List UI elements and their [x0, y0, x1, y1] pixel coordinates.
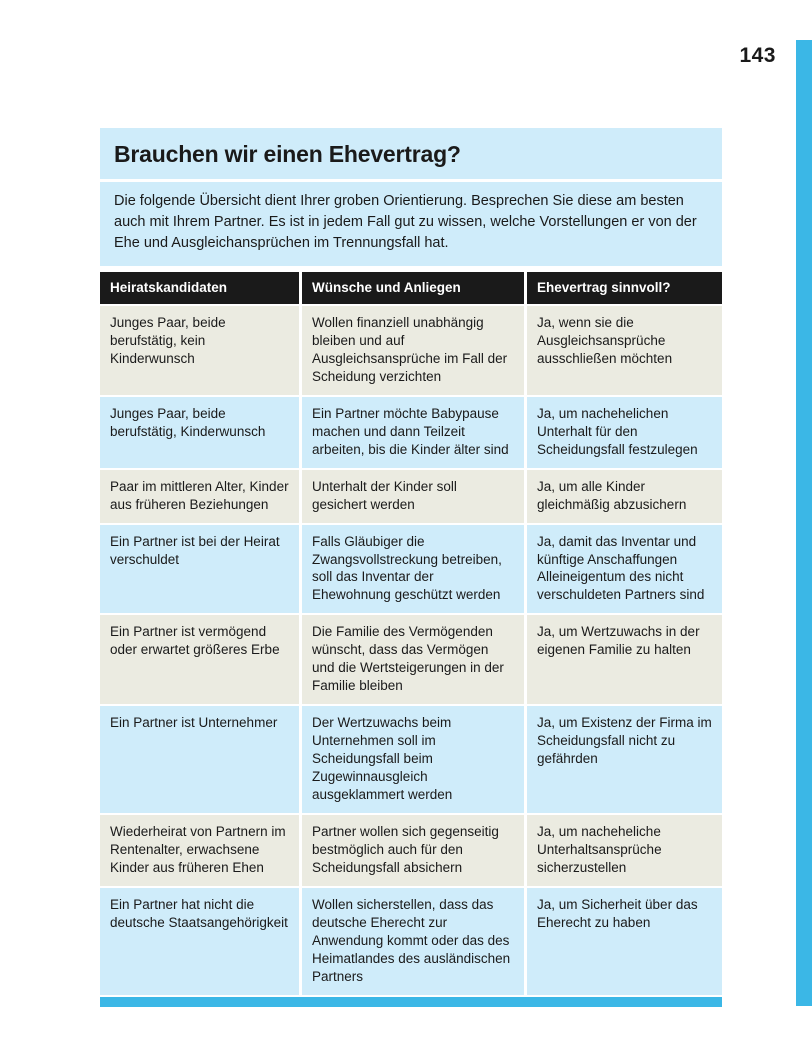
cell-kandidat: Ein Partner hat nicht die deutsche Staatsangehörigkeit	[100, 888, 299, 995]
column-header-heiratskandidaten: Heiratskandidaten	[100, 272, 299, 304]
bottom-accent-bar	[100, 997, 722, 1007]
cell-wunsch: Die Familie des Vermögenden wünscht, dass das Vermögen und die Wertsteigerungen in der Familie bleiben	[302, 615, 524, 704]
cell-kandidat: Junges Paar, beide berufstätig, kein Kinderwunsch	[100, 306, 299, 395]
cell-kandidat: Ein Partner ist Unternehmer	[100, 706, 299, 813]
cell-wunsch: Wollen sicherstellen, dass das deutsche Eherecht zur Anwendung kommt oder das des Heimatlandes des ausländischen Partners	[302, 888, 524, 995]
cell-sinnvoll: Ja, um Sicherheit über das Eherecht zu haben	[527, 888, 722, 995]
intro-paragraph: Die folgende Übersicht dient Ihrer groben Orientierung. Besprechen Sie diese am besten auch mit Ihrem Partner. Es ist in jedem Fall gut zu wissen, welche Vorstellungen er von der Ehe und Ausgleichansprüchen im Trennungsfall hat.	[114, 193, 697, 252]
intro-title-box	[100, 128, 722, 179]
page-title: Brauchen wir einen Ehevertrag?	[114, 141, 461, 167]
page-number: 143	[739, 44, 776, 67]
cell-wunsch: Partner wollen sich gegenseitig bestmöglich auch für den Scheidungsfall absichern	[302, 815, 524, 886]
cell-sinnvoll: Ja, damit das Inventar und künftige Anschaffungen Alleineigentum des nicht verschuldeten Partners sind	[527, 525, 722, 614]
cell-sinnvoll: Ja, um nacheheliche Unterhaltsansprüche sicherzustellen	[527, 815, 722, 886]
cell-wunsch: Wollen finanziell unabhängig bleiben und auf Ausgleichsansprüche im Fall der Scheidung verzichten	[302, 306, 524, 395]
cell-kandidat: Wiederheirat von Partnern im Rentenalter, erwachsene Kinder aus früheren Ehen	[100, 815, 299, 886]
right-edge-accent-bar	[796, 40, 812, 1006]
cell-sinnvoll: Ja, um alle Kinder gleichmäßig abzusichern	[527, 470, 722, 523]
cell-sinnvoll: Ja, um Wertzuwachs in der eigenen Familie zu halten	[527, 615, 722, 704]
ehevertrag-table	[100, 272, 722, 995]
column-header-ehevertrag: Ehevertrag sinnvoll?	[527, 272, 722, 304]
content-area	[100, 128, 722, 1007]
column-header-wuensche: Wünsche und Anliegen	[302, 272, 524, 304]
cell-sinnvoll: Ja, um Existenz der Firma im Scheidungsfall nicht zu gefährden	[527, 706, 722, 813]
cell-wunsch: Unterhalt der Kinder soll gesichert werden	[302, 470, 524, 523]
cell-wunsch: Der Wertzuwachs beim Unternehmen soll im Scheidungsfall beim Zugewinnausgleich ausgeklammert werden	[302, 706, 524, 813]
cell-wunsch: Falls Gläubiger die Zwangsvollstreckung betreiben, soll das Inventar der Ehewohnung geschützt werden	[302, 525, 524, 614]
cell-sinnvoll: Ja, um nachehelichen Unterhalt für den Scheidungsfall festzulegen	[527, 397, 722, 468]
intro-text-box	[100, 182, 722, 266]
cell-wunsch: Ein Partner möchte Babypause machen und dann Teilzeit arbeiten, bis die Kinder älter sind	[302, 397, 524, 468]
cell-kandidat: Ein Partner ist bei der Heirat verschuldet	[100, 525, 299, 614]
cell-kandidat: Ein Partner ist vermögend oder erwartet größeres Erbe	[100, 615, 299, 704]
cell-kandidat: Paar im mittleren Alter, Kinder aus früheren Beziehungen	[100, 470, 299, 523]
cell-kandidat: Junges Paar, beide berufstätig, Kinderwunsch	[100, 397, 299, 468]
cell-sinnvoll: Ja, wenn sie die Ausgleichsansprüche ausschließen möchten	[527, 306, 722, 395]
